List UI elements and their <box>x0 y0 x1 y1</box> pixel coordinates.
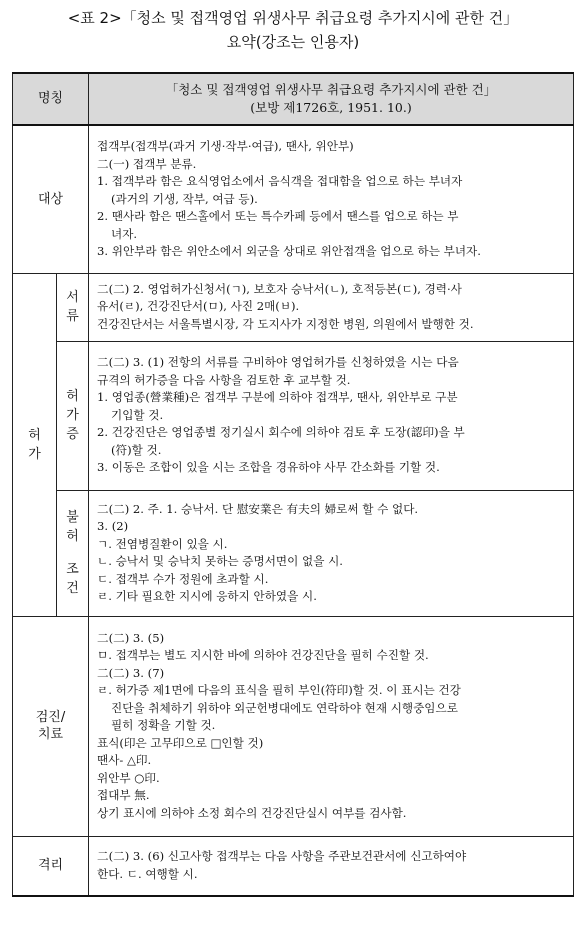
text-line: ㄹ. 허가증 제1면에 다음의 표식을 필히 부인(符印)할 것. 이 표시는 건강 <box>97 683 461 698</box>
text-line: 2. 땐사라 함은 땐스홀에서 또는 특수카페 등에서 땐스를 업으로 하는 부 <box>97 209 459 223</box>
text-line: 진단을 취체하기 위하야 외군헌병대에도 연락하야 현재 시행중임으로 <box>111 700 458 715</box>
text-line: ㄷ. 접객부 수가 정원에 초과할 시. <box>97 571 269 586</box>
text-line: 유서(ㄹ), 건강진단서(ㅁ), 사진 2매(ㅂ). <box>97 299 300 314</box>
text-line: ㄴ. 승낙서 및 승낙치 못하는 증명서면이 없을 시. <box>97 554 343 568</box>
caption-subtitle: 요약(강조는 인용자) <box>226 33 360 51</box>
text-line: 접객부(접객부(과거 기생·작부·여급), 땐사, 위안부) <box>97 139 354 153</box>
quarantine-label: 격리 <box>13 836 89 896</box>
text-line: 2. 건강진단은 영업종별 정기실시 회수에 의하야 검토 후 도장(認印)을 부 <box>97 425 465 440</box>
header-title-cell <box>89 73 574 125</box>
target-label: 대상 <box>13 125 89 273</box>
header-name-cell: 명칭 <box>13 73 89 125</box>
text-line: 상기 표시에 의하야 소정 회수의 건강진단실시 여부를 검사함. <box>97 805 407 820</box>
cert-content <box>89 341 574 490</box>
cert-label-char: 가 <box>66 408 79 423</box>
text-line: 二(二) 2. 주. 1. 승낙서. 단 慰安業은 有夫의 婦로써 할 수 없다. <box>97 501 419 516</box>
target-row <box>13 125 574 273</box>
text-line: 건강진단서는 서울특별시장, 각 도지사가 지정한 병원, 의원에서 발행한 것. <box>97 316 474 331</box>
permit-label <box>13 273 57 616</box>
text-line: 3. 이동은 조합이 있을 시는 조합을 경유하야 사무 간소화를 기할 것. <box>97 460 440 475</box>
text-line: 규격의 허가증을 다음 사항을 검토한 후 교부할 것. <box>97 372 351 387</box>
header-row <box>13 73 574 125</box>
cert-row <box>13 341 574 490</box>
caption-title: <표 2>「청소 및 접객영업 위생사무 취급요령 추가지시에 관한 건」 <box>67 9 519 27</box>
text-line: 위안부 ○印. <box>97 770 160 785</box>
text-line: 二(二) 3. (1) 전항의 서류를 구비하야 영업허가를 신청하였을 시는 다음 <box>97 355 459 370</box>
header-title: 「청소 및 접객영업 위생사무 취급요령 추가지시에 관한 건」 <box>165 82 497 97</box>
quarantine-row <box>13 836 574 896</box>
text-line: 二(二) 3. (5) <box>97 630 165 645</box>
exam-content <box>89 616 574 836</box>
docs-label <box>57 273 89 341</box>
deny-label <box>57 490 89 616</box>
docs-content <box>89 273 574 341</box>
text-line: 필히 정확을 기할 것. <box>111 718 216 733</box>
cert-label <box>57 341 89 490</box>
cert-label-char: 증 <box>66 427 79 442</box>
deny-label-char: 건 <box>66 581 79 596</box>
exam-label-line: 치료 <box>37 727 64 742</box>
text-line: (과거의 기생, 작부, 여급 등). <box>111 191 258 206</box>
text-line: 二(一) 접객부 분류. <box>97 156 197 171</box>
text-line: 기입할 것. <box>111 407 164 422</box>
summary-table <box>12 72 574 897</box>
text-line: 접대부 無. <box>97 788 150 803</box>
docs-row <box>13 273 574 341</box>
text-line: ㄹ. 기타 필요한 지시에 응하지 안하였을 시. <box>97 589 317 603</box>
deny-row <box>13 490 574 616</box>
text-line: 한다. ㄷ. 여행할 시. <box>97 866 198 881</box>
docs-label-char: 서 <box>66 290 79 305</box>
exam-row <box>13 616 574 836</box>
deny-content <box>89 490 574 616</box>
docs-label-char: 류 <box>66 309 79 324</box>
exam-label <box>13 616 89 836</box>
text-line: 二(二) 3. (6) 신고사항 접객부는 다음 사항을 주관보건관서에 신고하여야 <box>97 849 467 864</box>
text-line: 3. (2) <box>97 519 129 533</box>
header-subtitle: (보방 제1726호, 1951. 10.) <box>250 100 412 115</box>
text-line: ㅁ. 접객부는 별도 지시한 바에 의하야 건강진단을 필히 수진할 것. <box>97 648 429 663</box>
text-line: 二(二) 3. (7) <box>97 665 165 680</box>
text-line: (符)할 것. <box>111 442 162 457</box>
text-line: 표식(印은 고무印으로 □인할 것) <box>97 735 264 750</box>
deny-label-char: 조 <box>66 562 79 577</box>
cert-label-char: 허 <box>66 389 79 404</box>
permit-label-char: 허 <box>28 427 41 443</box>
text-line: 1. 접객부라 함은 요식영업소에서 음식객을 접대함을 업으로 하는 부녀자 <box>97 174 463 188</box>
deny-label-char: 불 <box>66 510 79 525</box>
deny-label-char: 허 <box>66 529 79 544</box>
exam-label-line: 검진/ <box>35 709 66 725</box>
target-content <box>89 125 574 273</box>
text-line: ㄱ. 전염병질환이 있을 시. <box>97 536 228 551</box>
permit-label-char: 가 <box>28 446 41 462</box>
quarantine-content <box>89 836 574 896</box>
text-line: 3. 위안부라 함은 위안소에서 외군을 상대로 위안접객을 업으로 하는 부녀자. <box>97 244 481 258</box>
text-line: 二(二) 2. 영업허가신청서(ㄱ), 보호자 승낙서(ㄴ), 호적등본(ㄷ), 경력·사 <box>97 281 462 296</box>
table-caption <box>0 6 586 54</box>
text-line: 녀자. <box>111 226 138 241</box>
text-line: 땐사- △印. <box>97 753 152 768</box>
text-line: 1. 영업종(營業種)은 접객부 구분에 의하야 접객부, 땐사, 위안부로 구분 <box>97 390 458 405</box>
